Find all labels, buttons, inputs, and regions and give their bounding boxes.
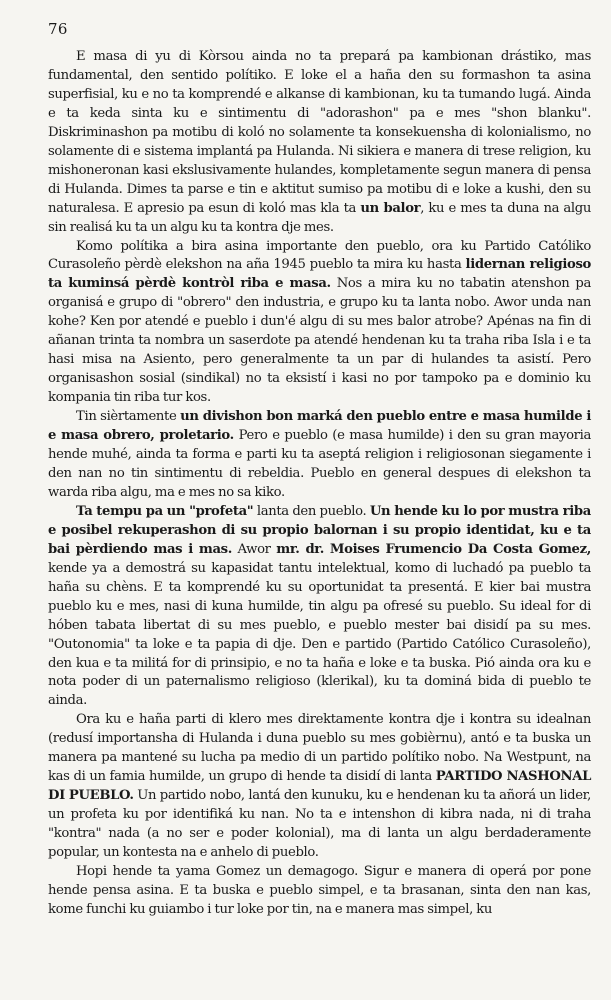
paragraph: [48, 48, 591, 238]
text-run: Tin sièrtamente: [76, 409, 181, 425]
text-run: Komo polítika a bira asina importante den pueblo, ora ku Partido Católiko Curasoleño pèrdè elekshon na aña 1945 pueblo ta mira ku hasta: [48, 238, 591, 273]
bold-text: un divishon bon marká den pueblo entre e masa humilde i e masa obrero, proletario.: [48, 409, 591, 444]
page-number: 76: [48, 20, 68, 38]
text-run: , ku e mes ta duna na algu sin realisá ku ta un algu ku ta kontra dje mes.: [48, 200, 592, 235]
text-run: Hopi hende ta yama Gomez un demagogo. Sigur e manera di operá por pone hende pensa asina. E ta buska e pueblo simpel, e ta brasanan, sinta den nan kas, kome funchi ku guiambo i tur loke por tin, na e manera mas simpel, ku: [48, 863, 591, 917]
text-run: lanta den pueblo.: [253, 503, 370, 519]
bold-text: Ta tempu pa un "profeta": [76, 503, 254, 519]
paragraph: [48, 408, 591, 503]
bold-text: lidernan religioso ta kuminsá pèrdè kontròl riba e masa.: [48, 257, 591, 292]
text-run: Nos a mira ku no tabatin atenshon pa organisá e grupo di "obrero" den industria, e grupo ku ta lanta nobo. Awor unda nan kohe? Ken por atendé e pueblo i dun'é algu di su mes balor atrobe? Apénas na fin di añanan trinta ta nombra un saserdote pa atendé hendenan ku ta traha riba Isla i e ta hasi misa na Asiento, pero generalmente ta un par di hulandes ta asistí. Pero organisashon sosial (sindikal) no ta eksistí i kasi no por tampoko pa e dominio ku kompania tin riba tur kos.: [48, 276, 591, 406]
text-run: Ora ku e haña parti di klero mes direktamente kontra dje i kontra su idealnan (redusí importansha di Hulanda i duna pueblo su mes gobièrnu), antó e ta buska un manera pa mantené su lucha pa medio di un partido polítiko nobo. Na Westpunt, na kas di un famia humilde, un grupo di hende ta disidí di lanta: [48, 712, 591, 785]
text-run: kende ya a demostrá su kapasidat tantu intelektual, komo di luchadó pa pueblo ta haña su chèns. E ta komprendé ku su oportunidat ta presentá. E kier bai mustra pueblo ku e mes, nasi di kuna humilde, tin algu pa ofresé su pueblo. Su ideal for di hóben tabata libertat di su mes pueblo, e pueblo mester bai disidí pa su mes. "Outonomia" ta loke e ta papia di dje. Den e partido (Partido Católico Curasoleño), den kua e ta militá for di prinsipio, e no ta haña e loke e ta buska. Pió ainda ora ku e nota poder di un paternalismo religioso (klerikal), ku ta dominá bida di pueblo te ainda.: [48, 560, 591, 709]
text-run: Awor: [231, 541, 277, 557]
paragraph: [48, 238, 591, 409]
bold-text: PARTIDO NASHONAL DI PUEBLO.: [48, 769, 591, 804]
body-text: [48, 48, 591, 920]
bold-text: mr. dr. Moises Frumencio Da Costa Gomez,: [276, 541, 591, 557]
text-run: E masa di yu di Kòrsou ainda no ta prepará pa kambionan drástiko, mas fundamental, den sentido polítiko. E loke el a haña den su formashon ta asina superfisial, ku e no ta komprendé e alkanse di kambionan, ku ta tumando lugá. Ainda e ta keda sinta ku e sintimentu di "adorashon" pa e mes "shon blanku". Diskriminashon pa motibu di koló no solamente ta konsekuensha di kolonialismo, no solamente di e sistema implantá pa Hulanda. Ni sikiera e manera di trese religion, ku mishoneronan kasi ekslusivamente hulandes, kompletamente segun manera di pensa di Hulanda. Dimes ta parse e tin e aktitut sumiso pa motibu di e loke a kushi, den su naturalesa. E apresio pa esun di koló mas kla ta: [48, 49, 591, 216]
paragraph: [48, 863, 591, 920]
paragraph: [48, 503, 591, 711]
text-run: Un partido nobo, lantá den kunuku, ku e hendenan ku ta añorá un lider, un profeta ku por identifiká ku nan. No ta e intenshon di kibra nada, ni di traha "kontra" nada (a no ser e poder kolonial), ma di lanta un algu berdaderamente popular, un kontesta na e anhelo di pueblo.: [48, 788, 592, 861]
text-run: Pero e pueblo (e masa humilde) i den su gran mayoria hende muhé, ainda ta forma e parti ku ta aseptá religion i religiosonan siegamente i den nan no tin sintimentu di rebeldia. Pueblo en general despues di elekshon ta warda riba algu, ma e mes no sa kiko.: [48, 428, 591, 500]
bold-text: Un hende ku lo por mustra riba e posibel rekuperashon di su propio balornan i su propio identidat, ku e ta bai pèrdiendo mas i mas.: [48, 503, 591, 557]
bold-text: un balor: [360, 200, 421, 216]
paragraph: [48, 711, 591, 863]
